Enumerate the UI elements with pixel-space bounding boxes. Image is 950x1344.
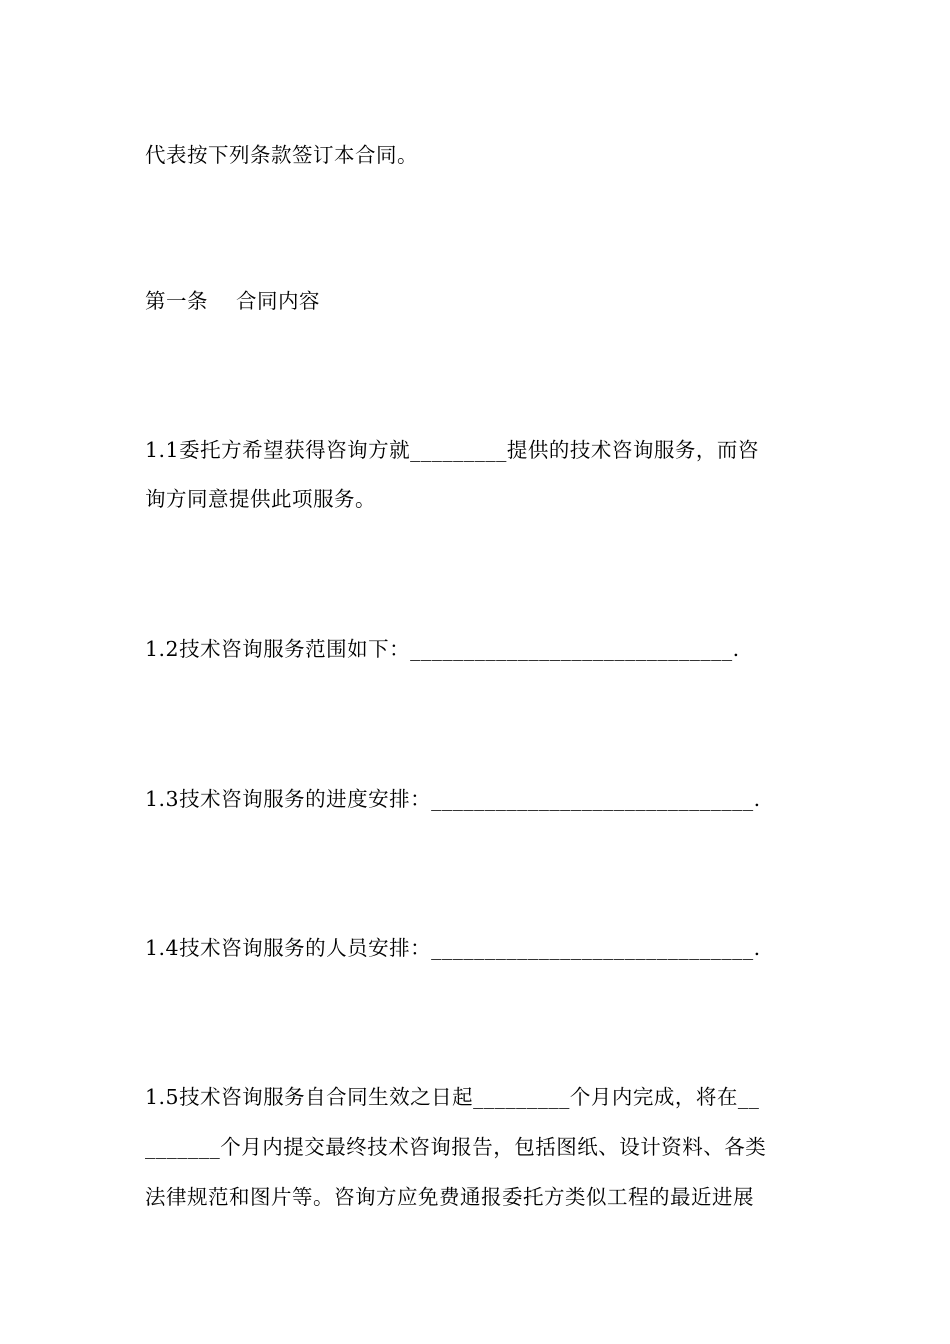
clause-1-1-line-2: 询方同意提供此项服务。 <box>145 487 376 511</box>
clause-1-2: 1.2技术咨询服务范围如下：______________________________. <box>145 637 740 661</box>
article-heading: 第一条 合同内容 <box>145 289 321 313</box>
clause-1-5-line-3: 法律规范和图片等。咨询方应免费通报委托方类似工程的最近进展 <box>145 1185 754 1209</box>
clause-1-3: 1.3技术咨询服务的进度安排：______________________________. <box>145 787 761 811</box>
clause-1-1-line-1: 1.1委托方希望获得咨询方就_________提供的技术咨询服务，而咨 <box>145 438 759 462</box>
intro-text: 代表按下列条款签订本合同。 <box>145 143 418 167</box>
clause-1-5-line-1: 1.5技术咨询服务自合同生效之日起_________个月内完成，将在__ <box>145 1085 760 1109</box>
clause-1-5-line-2: _______个月内提交最终技术咨询报告，包括图纸、设计资料、各类 <box>145 1135 767 1159</box>
clause-1-4: 1.4技术咨询服务的人员安排：______________________________. <box>145 936 761 960</box>
